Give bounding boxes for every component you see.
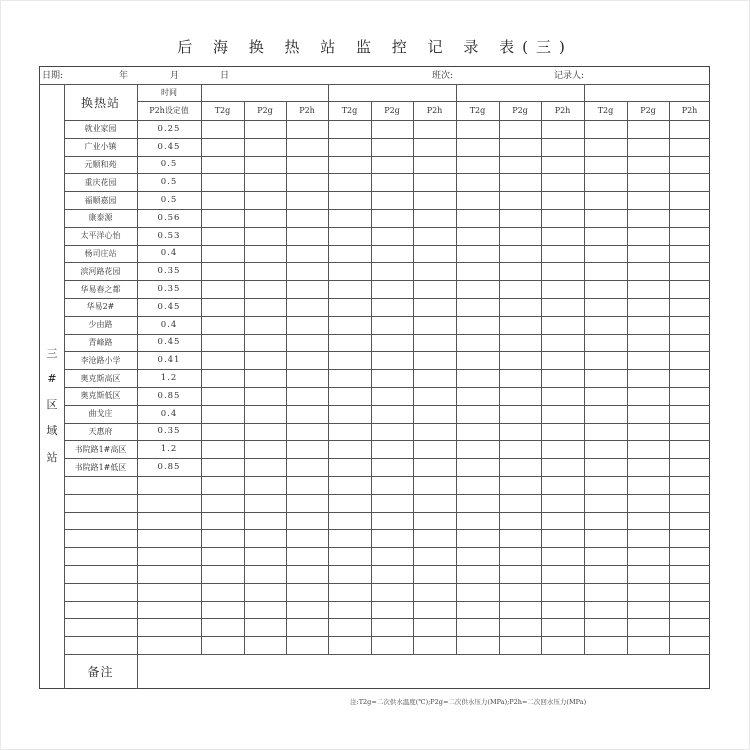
grid-line xyxy=(541,101,542,654)
column-header: P2h xyxy=(681,106,698,115)
grid-line xyxy=(499,101,500,654)
grid-line xyxy=(64,512,710,513)
remarks-label: 备注 xyxy=(87,664,114,679)
station-name: 华易春之都 xyxy=(80,284,121,294)
station-name: 广业小镇 xyxy=(84,142,117,152)
page-title: 后 海 换 热 站 监 控 记 录 表(三) xyxy=(177,38,573,56)
recorder-label: 记录人: xyxy=(554,71,585,81)
grid-line xyxy=(244,101,245,654)
grid-line xyxy=(286,101,287,654)
station-name: 元顺和苑 xyxy=(84,159,117,169)
station-name: 重庆花园 xyxy=(84,177,117,187)
station-name: 华易2# xyxy=(86,302,115,312)
column-header: P2g xyxy=(640,106,656,115)
grid-line xyxy=(201,84,202,654)
grid-line xyxy=(64,547,710,548)
station-setpoint: 0.4 xyxy=(160,319,178,330)
column-header: T2g xyxy=(597,106,614,115)
station-setpoint: 0.45 xyxy=(157,337,181,348)
column-header: P2h xyxy=(299,106,315,115)
shift-label: 班次: xyxy=(432,71,454,81)
day-label: 日 xyxy=(220,71,230,81)
column-header: P2h xyxy=(426,106,443,115)
column-header: T2g xyxy=(469,106,486,115)
station-setpoint: 0.35 xyxy=(157,266,181,277)
station-setpoint: 0.25 xyxy=(157,123,181,134)
grid-line xyxy=(64,529,710,530)
column-header: T2g xyxy=(214,106,231,115)
station-name: 太平洋心怡 xyxy=(80,231,121,241)
grid-line xyxy=(413,101,414,654)
column-header: P2g xyxy=(512,106,528,115)
station-name: 福顺嘉园 xyxy=(84,195,117,205)
grid-line xyxy=(669,101,670,654)
region-char: 区 xyxy=(46,397,58,411)
station-header: 换热站 xyxy=(80,95,120,110)
station-setpoint: 0.5 xyxy=(160,177,178,188)
station-name: 滨河路花园 xyxy=(80,266,121,276)
grid-line xyxy=(371,101,372,654)
station-name: 就业家园 xyxy=(84,124,117,134)
time-header: 时间 xyxy=(161,88,177,97)
station-setpoint: 0.45 xyxy=(157,141,181,152)
month-label: 月 xyxy=(170,71,180,81)
station-name: 康泰源 xyxy=(88,213,113,223)
column-header: P2h xyxy=(554,106,571,115)
column-header: P2g xyxy=(384,106,400,115)
station-name: 书院路1#高区 xyxy=(74,444,127,454)
grid-line xyxy=(64,583,710,584)
station-name: 杨司庄站 xyxy=(84,248,117,258)
year-label: 年 xyxy=(119,71,129,81)
region-label xyxy=(40,345,64,465)
station-name: 天惠府 xyxy=(88,426,113,436)
station-name: 青峰路 xyxy=(88,337,113,347)
station-setpoint: 0.85 xyxy=(157,390,181,401)
region-char: # xyxy=(47,371,57,385)
region-char: 域 xyxy=(46,424,58,438)
grid-line xyxy=(64,636,710,637)
station-setpoint: 1.2 xyxy=(160,373,178,384)
footnote: 注:T2g=二次供水温度(℃);P2g=二次供水压力(MPa);P2h=二次回水压力(MPa) xyxy=(350,698,587,706)
station-setpoint: 0.85 xyxy=(157,462,181,473)
column-header: T2g xyxy=(341,106,358,115)
grid-line xyxy=(64,494,710,495)
remarks-field[interactable] xyxy=(137,653,710,689)
region-char: 站 xyxy=(46,451,58,464)
station-setpoint: 0.4 xyxy=(160,408,178,419)
grid-line xyxy=(584,84,585,654)
grid-line xyxy=(328,84,329,654)
station-setpoint: 0.45 xyxy=(157,301,181,312)
station-setpoint: 0.5 xyxy=(160,159,178,170)
station-name: 奥克斯高区 xyxy=(80,373,121,383)
station-setpoint: 0.53 xyxy=(157,230,181,241)
date-label: 日期: xyxy=(42,71,64,81)
station-setpoint: 0.41 xyxy=(157,355,181,366)
station-name: 曲戈庄 xyxy=(88,409,113,419)
station-name: 少由路 xyxy=(88,320,113,330)
station-setpoint: 0.5 xyxy=(160,195,178,206)
station-setpoint: 0.35 xyxy=(157,284,181,295)
grid-line xyxy=(64,565,710,566)
grid-line xyxy=(627,101,628,654)
grid-line xyxy=(64,618,710,619)
grid-line xyxy=(64,601,710,602)
station-setpoint: 1.2 xyxy=(160,444,178,455)
station-name: 书院路1#低区 xyxy=(74,462,127,472)
column-header: P2g xyxy=(257,106,273,115)
grid-line xyxy=(64,476,710,477)
station-setpoint: 0.4 xyxy=(160,248,178,259)
region-char: 三 xyxy=(46,347,58,360)
station-name: 奥克斯低区 xyxy=(80,391,121,401)
grid-line xyxy=(456,84,457,654)
station-name: 李沧路小学 xyxy=(80,355,121,365)
station-setpoint: 0.35 xyxy=(157,426,181,437)
setpoint-header: P2h设定值 xyxy=(149,106,189,115)
station-setpoint: 0.56 xyxy=(157,212,181,223)
